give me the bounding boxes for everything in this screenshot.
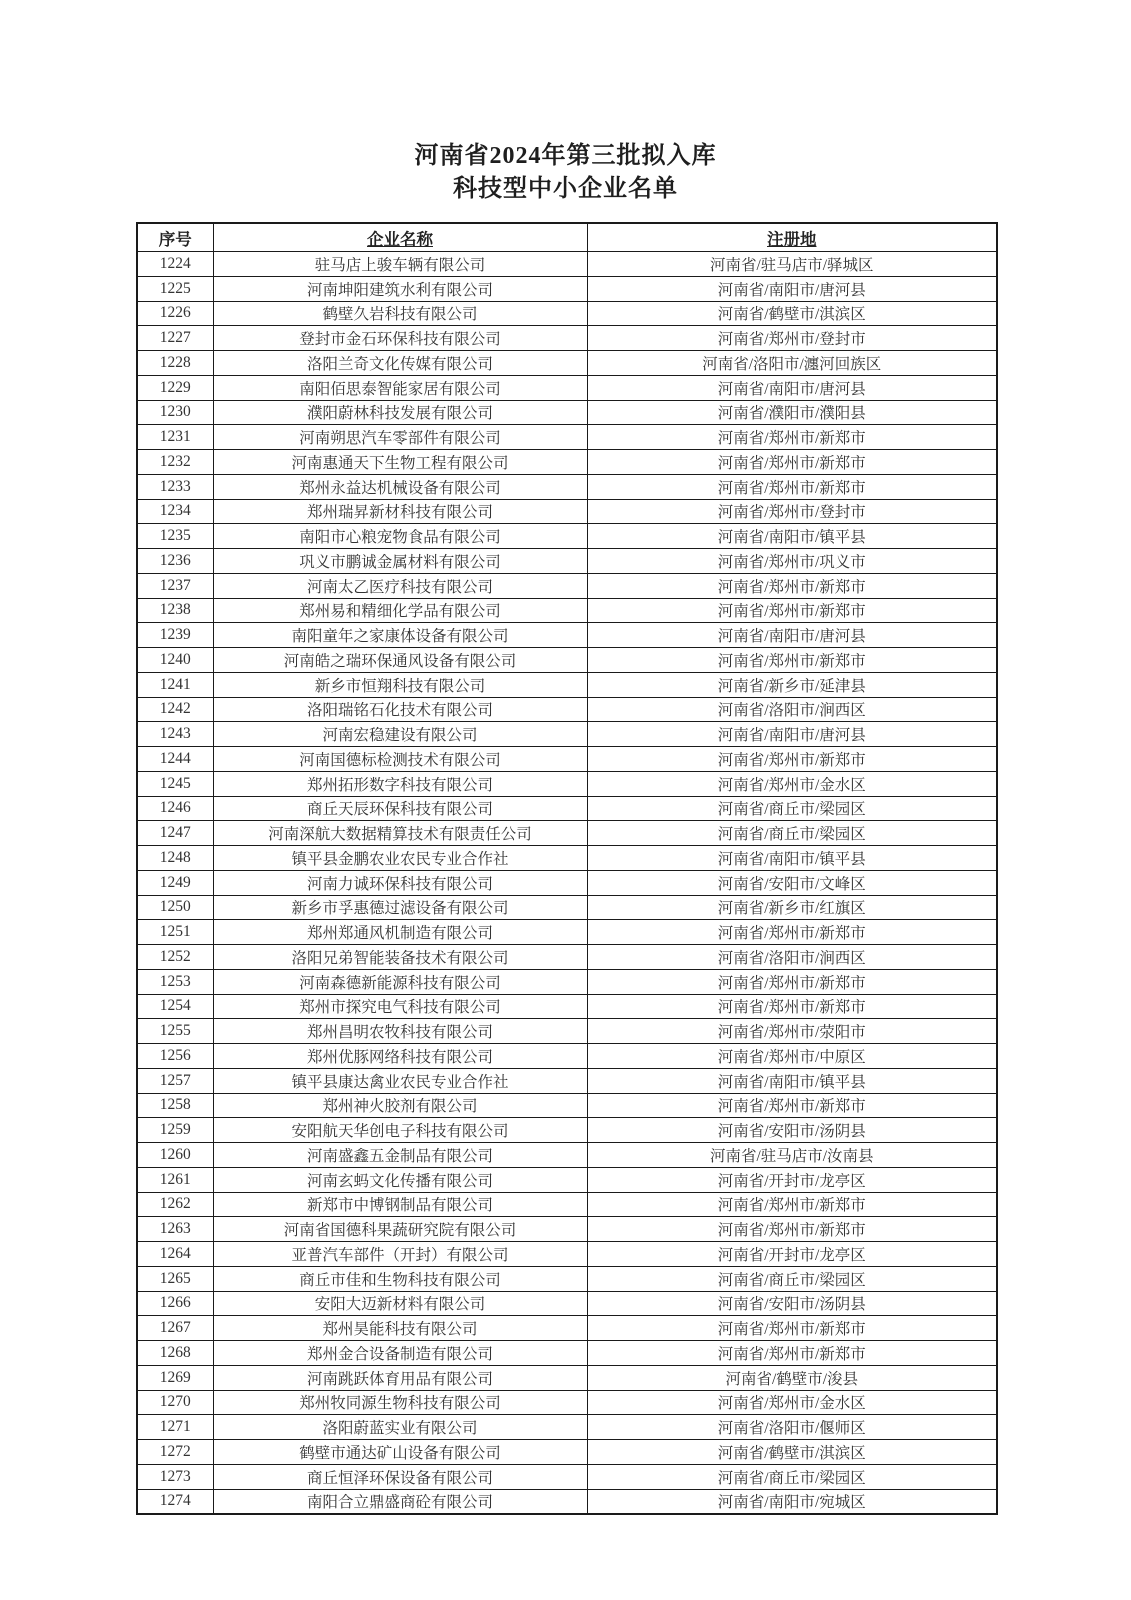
table-row: [137, 549, 997, 574]
serial-cell: 1274: [137, 1489, 213, 1514]
table-row: [137, 1019, 997, 1044]
serial-cell: 1235: [137, 524, 213, 549]
table-row: [137, 969, 997, 994]
company-name-cell: 河南省国德科果蔬研究院有限公司: [213, 1217, 587, 1242]
company-name-cell: 郑州金合设备制造有限公司: [213, 1341, 587, 1366]
table-row: [137, 1365, 997, 1390]
serial-cell: 1255: [137, 1019, 213, 1044]
table-row: [137, 1291, 997, 1316]
table-row: [137, 846, 997, 871]
company-name-cell: 洛阳瑞铭石化技术有限公司: [213, 697, 587, 722]
registration-cell: 河南省/鹤壁市/浚县: [587, 1365, 997, 1390]
table-row: [137, 474, 997, 499]
registration-cell: 河南省/开封市/龙亭区: [587, 1167, 997, 1192]
company-name-cell: 商丘天辰环保科技有限公司: [213, 796, 587, 821]
company-name-cell: 洛阳兄弟智能装备技术有限公司: [213, 945, 587, 970]
registration-cell: 河南省/商丘市/梁园区: [587, 796, 997, 821]
serial-cell: 1256: [137, 1044, 213, 1069]
table-row: [137, 697, 997, 722]
company-name-cell: 洛阳兰奇文化传媒有限公司: [213, 351, 587, 376]
company-name-cell: 河南皓之瑞环保通风设备有限公司: [213, 648, 587, 673]
serial-cell: 1265: [137, 1266, 213, 1291]
registration-cell: 河南省/郑州市/新郑市: [587, 920, 997, 945]
table-row: [137, 524, 997, 549]
registration-cell: 河南省/安阳市/汤阴县: [587, 1118, 997, 1143]
registration-cell: 河南省/南阳市/唐河县: [587, 722, 997, 747]
registration-cell: 河南省/郑州市/新郑市: [587, 994, 997, 1019]
table-row: [137, 1167, 997, 1192]
registration-cell: 河南省/郑州市/新郑市: [587, 1316, 997, 1341]
company-name-cell: 商丘市佳和生物科技有限公司: [213, 1266, 587, 1291]
registration-cell: 河南省/新乡市/延津县: [587, 672, 997, 697]
registration-cell: 河南省/郑州市/新郑市: [587, 648, 997, 673]
company-name-cell: 亚普汽车部件（开封）有限公司: [213, 1242, 587, 1267]
serial-cell: 1251: [137, 920, 213, 945]
table-row: [137, 425, 997, 450]
table-row: [137, 1118, 997, 1143]
table-row: [137, 573, 997, 598]
company-name-cell: 河南惠通天下生物工程有限公司: [213, 450, 587, 475]
company-name-cell: 河南宏稳建设有限公司: [213, 722, 587, 747]
table-row: [137, 1192, 997, 1217]
serial-cell: 1264: [137, 1242, 213, 1267]
company-name-cell: 河南力诚环保科技有限公司: [213, 870, 587, 895]
serial-cell: 1254: [137, 994, 213, 1019]
table-row: [137, 747, 997, 772]
table-body: [137, 252, 997, 1515]
serial-cell: 1228: [137, 351, 213, 376]
registration-cell: 河南省/鹤壁市/淇滨区: [587, 1440, 997, 1465]
table-row: [137, 400, 997, 425]
company-name-cell: 郑州瑞昇新材科技有限公司: [213, 499, 587, 524]
page-title-line1: 河南省2024年第三批拟入库: [414, 143, 717, 169]
serial-cell: 1272: [137, 1440, 213, 1465]
header-registration: 注册地: [587, 223, 997, 252]
serial-cell: 1229: [137, 375, 213, 400]
registration-cell: 河南省/郑州市/巩义市: [587, 549, 997, 574]
serial-cell: 1271: [137, 1415, 213, 1440]
serial-cell: 1249: [137, 870, 213, 895]
serial-cell: 1231: [137, 425, 213, 450]
table-header-row: [137, 223, 997, 252]
registration-cell: 河南省/南阳市/唐河县: [587, 623, 997, 648]
serial-cell: 1230: [137, 400, 213, 425]
table-row: [137, 301, 997, 326]
serial-cell: 1270: [137, 1390, 213, 1415]
serial-cell: 1226: [137, 301, 213, 326]
table-row: [137, 1390, 997, 1415]
company-name-cell: 河南坤阳建筑水利有限公司: [213, 276, 587, 301]
table-row: [137, 648, 997, 673]
company-name-cell: 郑州牧同源生物科技有限公司: [213, 1390, 587, 1415]
table-row: [137, 326, 997, 351]
registration-cell: 河南省/郑州市/新郑市: [587, 573, 997, 598]
registration-cell: 河南省/南阳市/镇平县: [587, 846, 997, 871]
registration-cell: 河南省/郑州市/金水区: [587, 771, 997, 796]
header-serial: 序号: [137, 223, 213, 252]
table-row: [137, 1464, 997, 1489]
table-row: [137, 276, 997, 301]
serial-cell: 1232: [137, 450, 213, 475]
serial-cell: 1252: [137, 945, 213, 970]
table-row: [137, 796, 997, 821]
company-name-cell: 新乡市恒翔科技有限公司: [213, 672, 587, 697]
serial-cell: 1239: [137, 623, 213, 648]
table-row: [137, 895, 997, 920]
company-name-cell: 南阳佰思泰智能家居有限公司: [213, 375, 587, 400]
registration-cell: 河南省/南阳市/镇平县: [587, 524, 997, 549]
company-name-cell: 南阳合立鼎盛商砼有限公司: [213, 1489, 587, 1514]
registration-cell: 河南省/洛阳市/瀍河回族区: [587, 351, 997, 376]
registration-cell: 河南省/郑州市/新郑市: [587, 747, 997, 772]
registration-cell: 河南省/郑州市/新郑市: [587, 969, 997, 994]
table-row: [137, 450, 997, 475]
company-name-cell: 南阳童年之家康体设备有限公司: [213, 623, 587, 648]
registration-cell: 河南省/南阳市/唐河县: [587, 276, 997, 301]
company-name-cell: 新乡市孚惠德过滤设备有限公司: [213, 895, 587, 920]
serial-cell: 1253: [137, 969, 213, 994]
company-name-cell: 郑州昊能科技有限公司: [213, 1316, 587, 1341]
serial-cell: 1237: [137, 573, 213, 598]
registration-cell: 河南省/郑州市/金水区: [587, 1390, 997, 1415]
serial-cell: 1250: [137, 895, 213, 920]
company-name-cell: 镇平县康达禽业农民专业合作社: [213, 1068, 587, 1093]
registration-cell: 河南省/郑州市/荥阳市: [587, 1019, 997, 1044]
registration-cell: 河南省/安阳市/文峰区: [587, 870, 997, 895]
registration-cell: 河南省/郑州市/新郑市: [587, 1341, 997, 1366]
registration-cell: 河南省/郑州市/新郑市: [587, 598, 997, 623]
registration-cell: 河南省/濮阳市/濮阳县: [587, 400, 997, 425]
serial-cell: 1247: [137, 821, 213, 846]
serial-cell: 1269: [137, 1365, 213, 1390]
company-name-cell: 新郑市中博钢制品有限公司: [213, 1192, 587, 1217]
table-row: [137, 375, 997, 400]
serial-cell: 1259: [137, 1118, 213, 1143]
table-row: [137, 1068, 997, 1093]
table-row: [137, 771, 997, 796]
table-row: [137, 1316, 997, 1341]
serial-cell: 1224: [137, 252, 213, 277]
registration-cell: 河南省/南阳市/唐河县: [587, 375, 997, 400]
company-name-cell: 鹤壁久岩科技有限公司: [213, 301, 587, 326]
registration-cell: 河南省/郑州市/新郑市: [587, 474, 997, 499]
company-name-cell: 濮阳蔚林科技发展有限公司: [213, 400, 587, 425]
serial-cell: 1262: [137, 1192, 213, 1217]
serial-cell: 1273: [137, 1464, 213, 1489]
serial-cell: 1242: [137, 697, 213, 722]
serial-cell: 1234: [137, 499, 213, 524]
registration-cell: 河南省/南阳市/宛城区: [587, 1489, 997, 1514]
registration-cell: 河南省/南阳市/镇平县: [587, 1068, 997, 1093]
company-name-cell: 郑州拓形数字科技有限公司: [213, 771, 587, 796]
table-row: [137, 945, 997, 970]
table-row: [137, 623, 997, 648]
company-name-cell: 河南玄蚂文化传播有限公司: [213, 1167, 587, 1192]
table-row: [137, 821, 997, 846]
company-name-cell: 巩义市鹏诚金属材料有限公司: [213, 549, 587, 574]
company-name-cell: 郑州郑通风机制造有限公司: [213, 920, 587, 945]
registration-cell: 河南省/商丘市/梁园区: [587, 821, 997, 846]
table-row: [137, 672, 997, 697]
registration-cell: 河南省/开封市/龙亭区: [587, 1242, 997, 1267]
table-row: [137, 1044, 997, 1069]
table-row: [137, 920, 997, 945]
company-name-cell: 河南深航大数据精算技术有限责任公司: [213, 821, 587, 846]
company-name-cell: 河南森德新能源科技有限公司: [213, 969, 587, 994]
company-name-cell: 镇平县金鹏农业农民专业合作社: [213, 846, 587, 871]
table-row: [137, 1266, 997, 1291]
serial-cell: 1238: [137, 598, 213, 623]
serial-cell: 1267: [137, 1316, 213, 1341]
serial-cell: 1233: [137, 474, 213, 499]
company-name-cell: 郑州昌明农牧科技有限公司: [213, 1019, 587, 1044]
table-row: [137, 1242, 997, 1267]
company-list-table: [136, 222, 998, 1515]
header-company-name: 企业名称: [213, 223, 587, 252]
serial-cell: 1227: [137, 326, 213, 351]
registration-cell: 河南省/郑州市/新郑市: [587, 1093, 997, 1118]
serial-cell: 1263: [137, 1217, 213, 1242]
table-row: [137, 1341, 997, 1366]
company-name-cell: 河南太乙医疗科技有限公司: [213, 573, 587, 598]
table-row: [137, 499, 997, 524]
serial-cell: 1248: [137, 846, 213, 871]
company-name-cell: 洛阳蔚蓝实业有限公司: [213, 1415, 587, 1440]
company-name-cell: 南阳市心粮宠物食品有限公司: [213, 524, 587, 549]
serial-cell: 1258: [137, 1093, 213, 1118]
registration-cell: 河南省/洛阳市/涧西区: [587, 697, 997, 722]
company-name-cell: 郑州易和精细化学品有限公司: [213, 598, 587, 623]
registration-cell: 河南省/郑州市/新郑市: [587, 425, 997, 450]
table-row: [137, 870, 997, 895]
company-name-cell: 河南跳跃体育用品有限公司: [213, 1365, 587, 1390]
registration-cell: 河南省/郑州市/新郑市: [587, 450, 997, 475]
serial-cell: 1241: [137, 672, 213, 697]
table-row: [137, 1143, 997, 1168]
serial-cell: 1246: [137, 796, 213, 821]
serial-cell: 1225: [137, 276, 213, 301]
table-row: [137, 598, 997, 623]
serial-cell: 1244: [137, 747, 213, 772]
registration-cell: 河南省/郑州市/新郑市: [587, 1192, 997, 1217]
page-title: [0, 140, 1131, 206]
company-name-cell: 郑州永益达机械设备有限公司: [213, 474, 587, 499]
registration-cell: 河南省/郑州市/新郑市: [587, 1217, 997, 1242]
table-row: [137, 1093, 997, 1118]
registration-cell: 河南省/郑州市/登封市: [587, 326, 997, 351]
serial-cell: 1257: [137, 1068, 213, 1093]
serial-cell: 1236: [137, 549, 213, 574]
serial-cell: 1240: [137, 648, 213, 673]
page-title-line2: 科技型中小企业名单: [453, 176, 678, 202]
table-row: [137, 1489, 997, 1514]
registration-cell: 河南省/安阳市/汤阴县: [587, 1291, 997, 1316]
table-row: [137, 1440, 997, 1465]
company-name-cell: 郑州市探究电气科技有限公司: [213, 994, 587, 1019]
table-row: [137, 252, 997, 277]
serial-cell: 1261: [137, 1167, 213, 1192]
registration-cell: 河南省/商丘市/梁园区: [587, 1464, 997, 1489]
company-name-cell: 鹤壁市通达矿山设备有限公司: [213, 1440, 587, 1465]
registration-cell: 河南省/洛阳市/偃师区: [587, 1415, 997, 1440]
table-row: [137, 351, 997, 376]
serial-cell: 1268: [137, 1341, 213, 1366]
table-row: [137, 1217, 997, 1242]
company-name-cell: 驻马店上骏车辆有限公司: [213, 252, 587, 277]
table-row: [137, 722, 997, 747]
serial-cell: 1245: [137, 771, 213, 796]
company-name-cell: 安阳航天华创电子科技有限公司: [213, 1118, 587, 1143]
serial-cell: 1266: [137, 1291, 213, 1316]
registration-cell: 河南省/郑州市/登封市: [587, 499, 997, 524]
company-name-cell: 商丘恒泽环保设备有限公司: [213, 1464, 587, 1489]
company-name-cell: 河南国德标检测技术有限公司: [213, 747, 587, 772]
company-name-cell: 登封市金石环保科技有限公司: [213, 326, 587, 351]
registration-cell: 河南省/驻马店市/驿城区: [587, 252, 997, 277]
company-name-cell: 河南盛鑫五金制品有限公司: [213, 1143, 587, 1168]
company-name-cell: 安阳大迈新材料有限公司: [213, 1291, 587, 1316]
registration-cell: 河南省/鹤壁市/淇滨区: [587, 301, 997, 326]
registration-cell: 河南省/商丘市/梁园区: [587, 1266, 997, 1291]
company-name-cell: 河南朔思汽车零部件有限公司: [213, 425, 587, 450]
serial-cell: 1243: [137, 722, 213, 747]
serial-cell: 1260: [137, 1143, 213, 1168]
company-name-cell: 郑州优豚网络科技有限公司: [213, 1044, 587, 1069]
table-row: [137, 994, 997, 1019]
registration-cell: 河南省/驻马店市/汝南县: [587, 1143, 997, 1168]
registration-cell: 河南省/洛阳市/涧西区: [587, 945, 997, 970]
table-row: [137, 1415, 997, 1440]
registration-cell: 河南省/新乡市/红旗区: [587, 895, 997, 920]
company-name-cell: 郑州神火胶剂有限公司: [213, 1093, 587, 1118]
registration-cell: 河南省/郑州市/中原区: [587, 1044, 997, 1069]
